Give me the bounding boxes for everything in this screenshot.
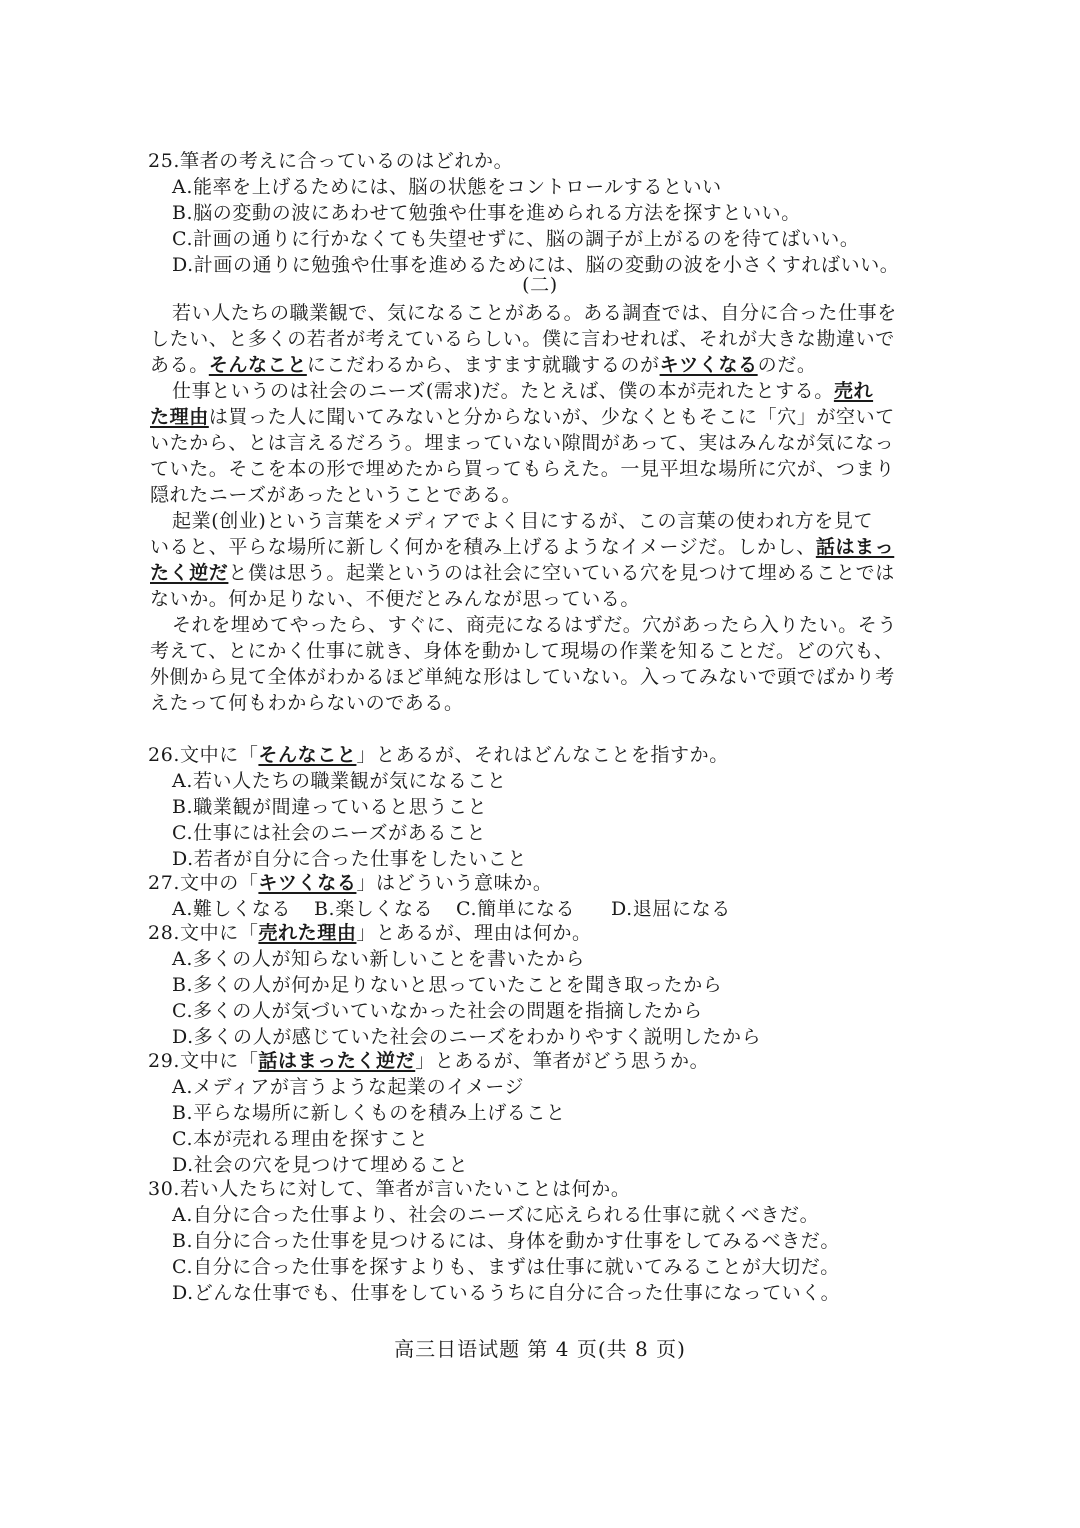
- q29-stem: [148, 1048, 709, 1074]
- passage-text: いると、平らな場所に新しく何かを積み上げるようなイメージだ。しかし、: [150, 536, 816, 558]
- stem-text: 」とあるが、それはどんなことを指すか。: [356, 744, 729, 766]
- q27-option-b: B.楽しくなる: [314, 898, 434, 920]
- q30-option-a: A.自分に合った仕事より、社会のニーズに応えられる仕事に就くべきだ。: [172, 1204, 820, 1226]
- passage-text: のだ。: [757, 354, 817, 376]
- passage-line: [150, 534, 940, 560]
- passage-line: えたって何もわからないのである。: [150, 692, 464, 714]
- stem-text: 28.文中に「: [148, 922, 259, 944]
- stem-text: 」とあるが、理由は何か。: [356, 922, 592, 944]
- q27-option-c: C.簡単になる: [456, 898, 576, 920]
- q28-stem: [148, 920, 592, 946]
- passage-text: 仕事というのは社会のニーズ(需求)だ。たとえば、僕の本が売れたとする。: [172, 380, 834, 402]
- q26-stem: [148, 742, 729, 768]
- underlined-phrase: 売れ: [833, 380, 874, 402]
- q29-option-a: A.メディアが言うような起業のイメージ: [172, 1076, 525, 1098]
- q25-option-c: C.計画の通りに行かなくても失望せずに、脳の調子が上がるのを待てばいい。: [172, 228, 860, 250]
- q27-option-d: D.退屈になる: [611, 898, 731, 920]
- passage-line: ないか。何か足りない、不便だとみんなが思っている。: [150, 588, 641, 610]
- underlined-phrase: 売れた理由: [258, 922, 357, 944]
- q29-option-d: D.社会の穴を見つけて埋めること: [172, 1154, 469, 1176]
- q26-option-a: A.若い人たちの職業観が気になること: [172, 770, 507, 792]
- q30-option-b: B.自分に合った仕事を見つけるには、身体を動かす仕事をしてみるべきだ。: [172, 1230, 841, 1252]
- passage-line: 起業(创业)という言葉をメディアでよく目にするが、この言葉の使われ方を見て: [172, 510, 874, 532]
- page-footer: 高三日语试题 第 4 页(共 8 页): [394, 1337, 686, 1361]
- passage-line: それを埋めてやったら、すぐに、商売になるはずだ。穴があったら入りたい。そう: [172, 614, 898, 636]
- passage-line: [150, 352, 940, 378]
- underlined-phrase: 話はまったく逆だ: [258, 1050, 416, 1072]
- passage-line: したい、と多くの若者が考えているらしい。僕に言わせれば、それが大きな勘違いで: [150, 328, 895, 350]
- passage-line: 考えて、とにかく仕事に就き、身体を動かして現場の作業を知ることだ。どの穴も、: [150, 640, 894, 662]
- passage-text: にこだわるから、ますます就職するのが: [306, 354, 660, 376]
- stem-text: 29.文中に「: [148, 1050, 259, 1072]
- underlined-phrase: そんなこと: [208, 354, 307, 376]
- section-title: (二): [522, 274, 558, 296]
- underlined-phrase: キツくなる: [659, 354, 758, 376]
- q30-stem: 30.若い人たちに対して、筆者が言いたいことは何か。: [148, 1178, 631, 1200]
- passage-text: は買った人に聞いてみないと分からないが、少なくともそこに「穴」が空いて: [208, 406, 895, 428]
- underlined-phrase: 話はまっ: [815, 536, 895, 558]
- stem-text: 」はどういう意味か。: [356, 872, 553, 894]
- q30-option-d: D.どんな仕事でも、仕事をしているうちに自分に合った仕事になっていく。: [172, 1282, 841, 1304]
- passage-line: [172, 378, 962, 404]
- q30-option-c: C.自分に合った仕事を探すよりも、まずは仕事に就いてみることが大切だ。: [172, 1256, 840, 1278]
- underlined-phrase: そんなこと: [258, 744, 357, 766]
- q27-stem: [148, 870, 552, 896]
- passage-line: 隠れたニーズがあったということである。: [150, 484, 522, 506]
- q29-option-c: C.本が売れる理由を探すこと: [172, 1128, 429, 1150]
- stem-text: 27.文中の「: [148, 872, 259, 894]
- passage-line: 外側から見て全体がわかるほど単純な形はしていない。入ってみないで頭でばかり考: [150, 666, 895, 688]
- q28-option-d: D.多くの人が感じていた社会のニーズをわかりやすく説明したから: [172, 1026, 762, 1048]
- underlined-phrase: たく逆だ: [150, 562, 229, 584]
- q28-option-a: A.多くの人が知らない新しいことを書いたから: [172, 948, 585, 970]
- passage-line: 若い人たちの職業観で、気になることがある。ある調査では、自分に合った仕事を: [172, 302, 897, 324]
- q25-option-b: B.脳の変動の波にあわせて勉強や仕事を進められる方法を探すといい。: [172, 202, 801, 224]
- q25-stem: 25.筆者の考えに合っているのはどれか。: [148, 150, 514, 172]
- q27-option-a: A.難しくなる: [172, 898, 291, 920]
- q26-option-c: C.仕事には社会のニーズがあること: [172, 822, 487, 844]
- underlined-phrase: た理由: [150, 406, 209, 428]
- passage-text: ある。: [150, 354, 209, 376]
- q26-option-b: B.職業観が間違っていると思うこと: [172, 796, 488, 818]
- passage-line: ていた。そこを本の形で埋めたから買ってもらえた。一見平坦な場所に穴が、つまり: [150, 458, 895, 480]
- passage-line: [150, 560, 940, 586]
- q25-option-d: D.計画の通りに勉強や仕事を進めるためには、脳の変動の波を小さくすればいい。: [172, 254, 900, 276]
- stem-text: 26.文中に「: [148, 744, 259, 766]
- q26-option-d: D.若者が自分に合った仕事をしたいこと: [172, 848, 527, 870]
- passage-text: と僕は思う。起業というのは社会に空いている穴を見つけて埋めることでは: [228, 562, 895, 584]
- q25-option-a: A.能率を上げるためには、脳の状態をコントロールするといい: [172, 176, 722, 198]
- stem-text: 」とあるが、筆者がどう思うか。: [415, 1050, 710, 1072]
- q28-option-b: B.多くの人が何か足りないと思っていたことを聞き取ったから: [172, 974, 723, 996]
- q28-option-c: C.多くの人が気づいていなかった社会の問題を指摘したから: [172, 1000, 703, 1022]
- q29-option-b: B.平らな場所に新しくものを積み上げること: [172, 1102, 566, 1124]
- passage-line: [150, 404, 940, 430]
- passage-line: いたから、とは言えるだろう。埋まっていない隙間があって、実はみんなが気になっ: [150, 432, 895, 454]
- underlined-phrase: キツくなる: [258, 872, 357, 894]
